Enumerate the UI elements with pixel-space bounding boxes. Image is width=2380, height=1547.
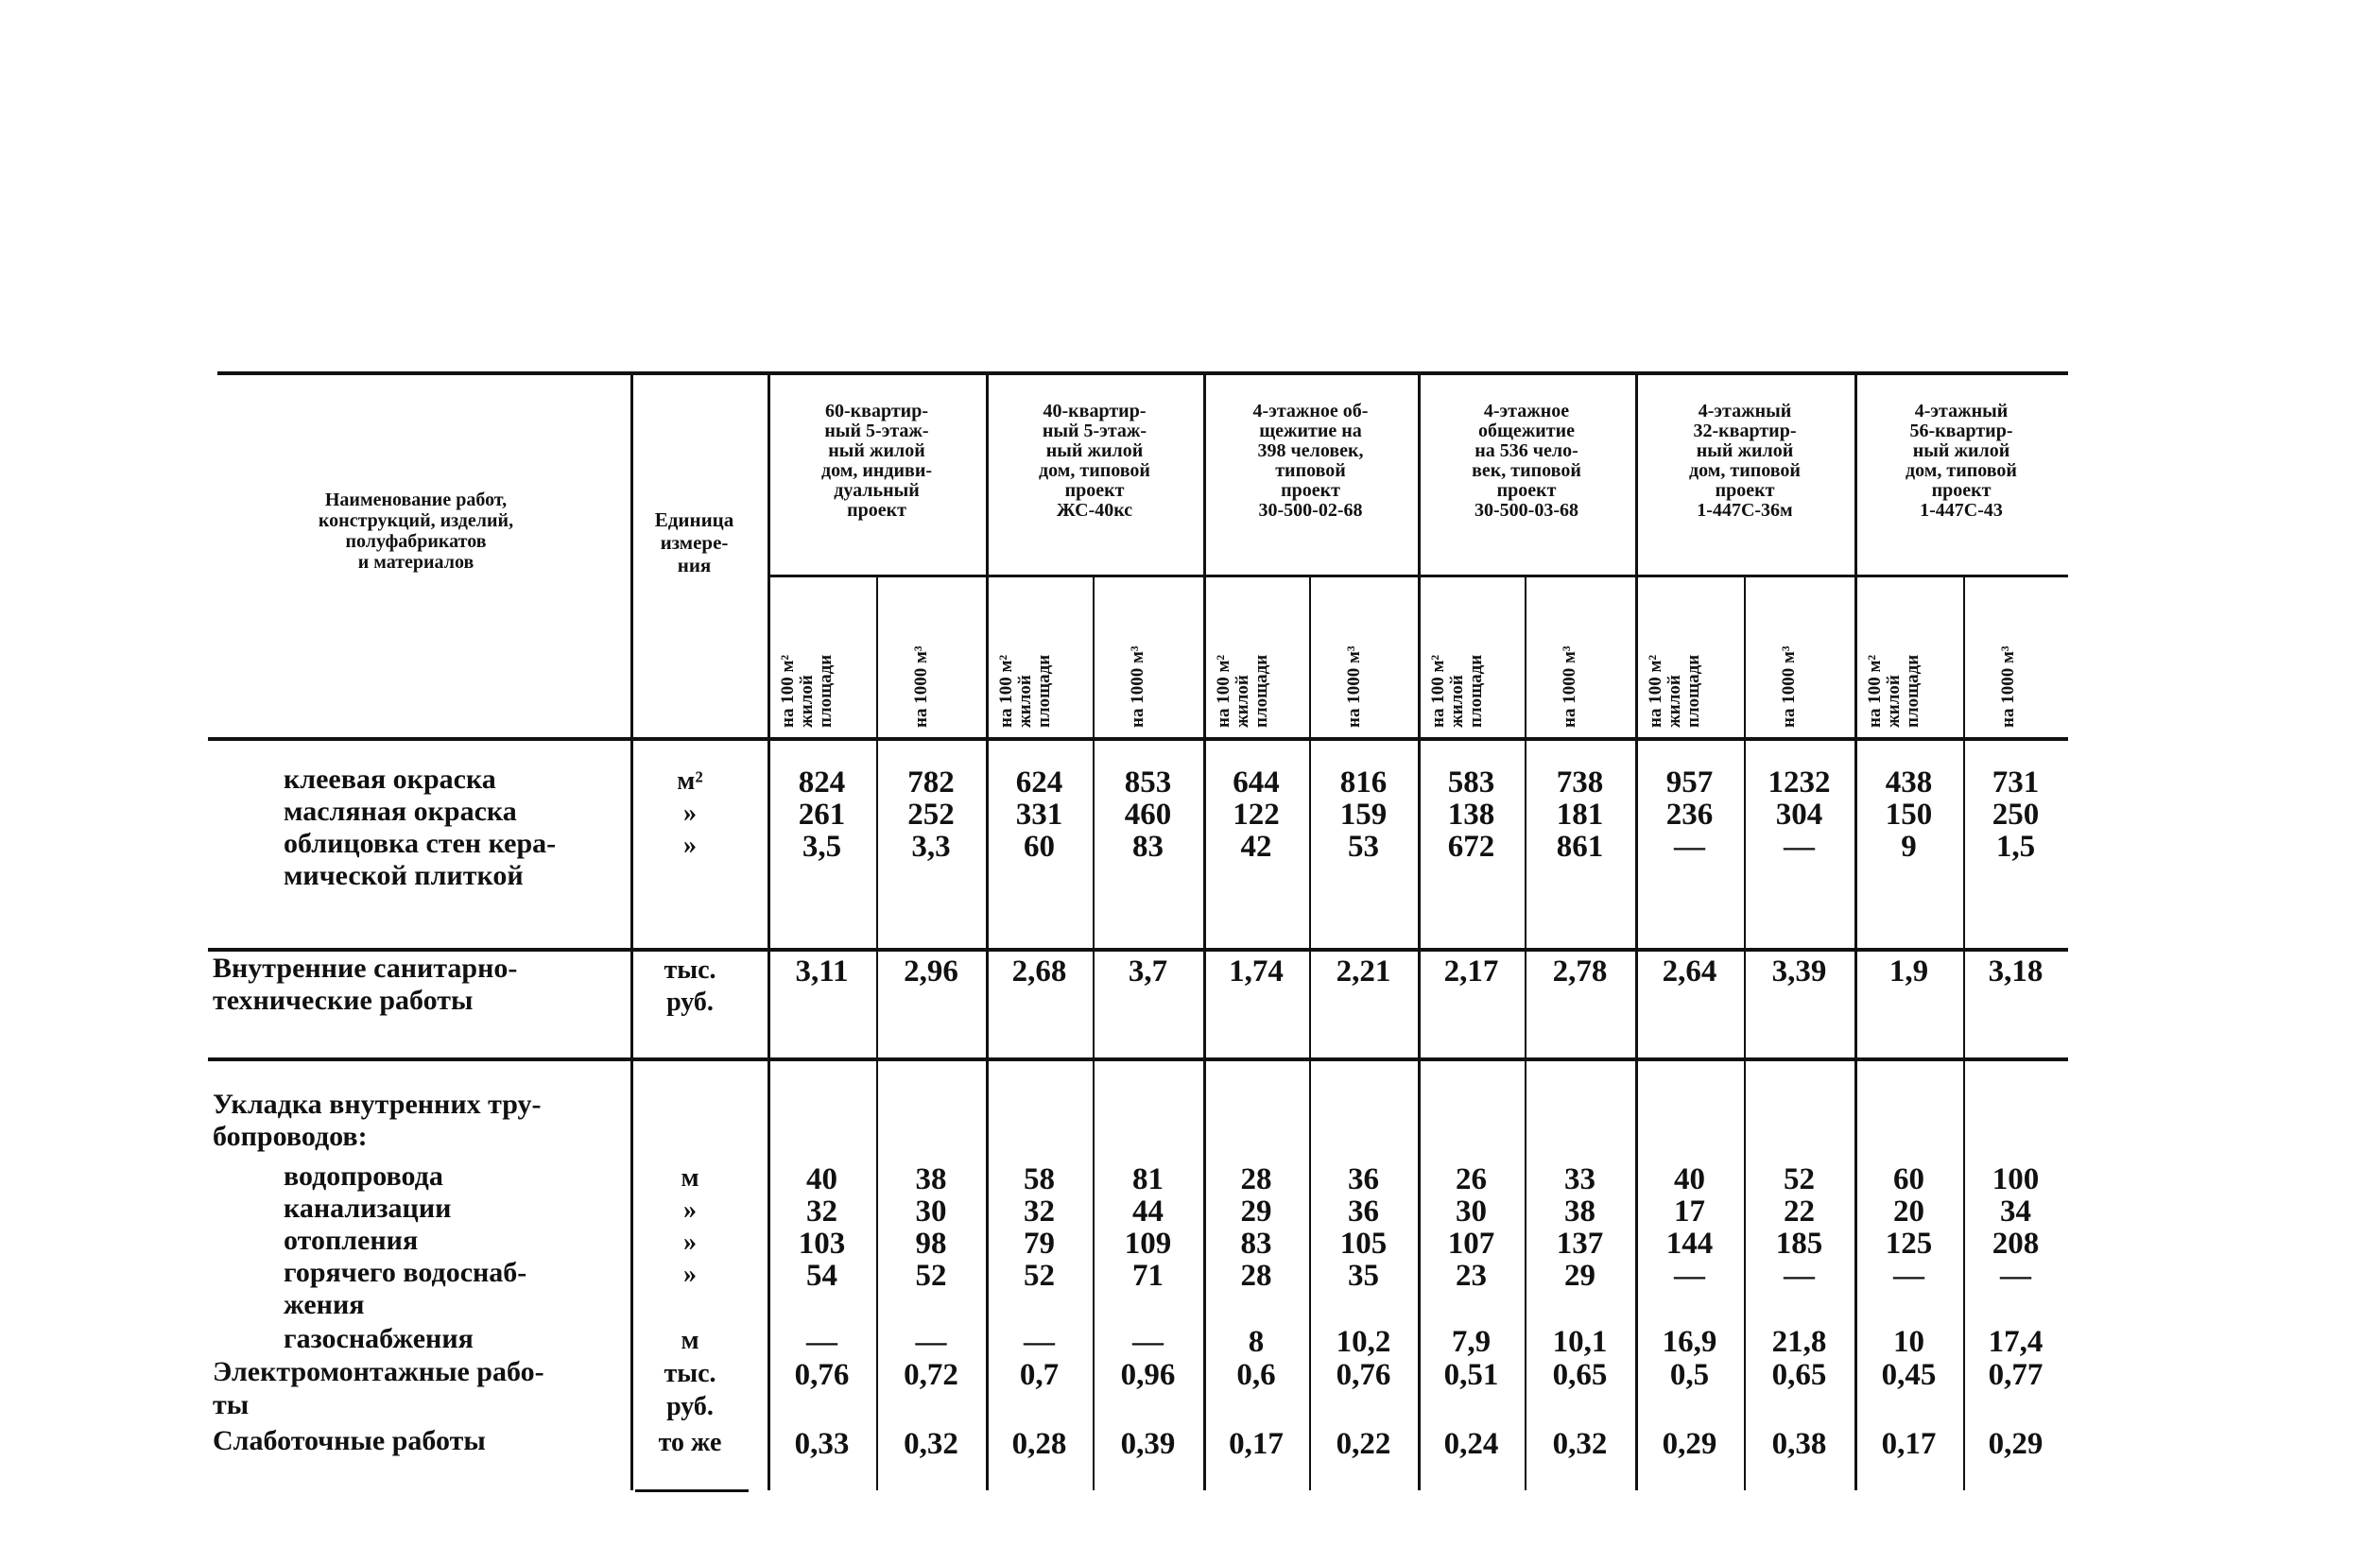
table-cell: —: [915, 1325, 947, 1359]
table-cell: 81: [1132, 1162, 1164, 1196]
table-cell: 10,1: [1552, 1325, 1608, 1359]
project-header: [1203, 402, 1418, 521]
subheader-line: на 100 м²: [1428, 654, 1448, 728]
table-cell: 32: [1024, 1195, 1055, 1229]
subheader-line: на 100 м²: [1865, 654, 1885, 728]
subheader-per-100: [1429, 572, 1486, 728]
table-cell: 816: [1339, 765, 1388, 799]
subheader-line: площади: [1034, 654, 1054, 728]
subheader-line: жилой: [1233, 675, 1252, 728]
row-unit: руб.: [666, 1392, 714, 1421]
table-cell: 52: [1784, 1162, 1815, 1196]
table-cell: 0,65: [1771, 1358, 1827, 1392]
subheader-line: площади: [1251, 654, 1271, 728]
table-cell: 107: [1447, 1227, 1495, 1261]
table-cell: 644: [1233, 765, 1280, 799]
table-cell: 16,9: [1662, 1325, 1717, 1359]
table-cell: 1,9: [1888, 954, 1929, 988]
section-rule: [208, 948, 2068, 952]
table-cell: 0,39: [1120, 1427, 1176, 1461]
table-cell: 98: [915, 1227, 947, 1261]
project-header-line: 398 человек,: [1257, 440, 1364, 461]
project-header-line: ный жилой: [1696, 440, 1794, 461]
table-cell: 38: [1564, 1195, 1595, 1229]
header-unit-line: ния: [677, 554, 712, 576]
table-cell: 100: [1992, 1162, 2040, 1196]
subheader-line: площади: [1466, 654, 1486, 728]
table-cell: 159: [1339, 798, 1388, 832]
table-cell: 22: [1784, 1195, 1815, 1229]
table-cell: 782: [907, 765, 955, 799]
table-cell: —: [1784, 830, 1815, 864]
row-unit: м²: [677, 766, 703, 796]
bottom-rule-fragment: [635, 1489, 749, 1492]
table-cell: 60: [1893, 1162, 1924, 1196]
table-cell: 0,17: [1229, 1427, 1284, 1461]
table-cell: 250: [1992, 798, 2040, 832]
project-header-line: 56-квартир-: [1909, 421, 2013, 441]
project-header-line: ный жилой: [828, 440, 925, 461]
row-label: ты: [213, 1389, 250, 1420]
row-unit: руб.: [666, 988, 714, 1017]
row-label: технические работы: [213, 985, 474, 1016]
project-header-line: типовой: [1275, 460, 1346, 481]
subheader-per-1000: на 1000 м³: [911, 645, 931, 728]
table-cell: 28: [1240, 1259, 1272, 1293]
project-header-line: проект: [1496, 480, 1557, 501]
table-cell: 105: [1339, 1227, 1388, 1261]
table-cell: 144: [1665, 1227, 1714, 1261]
subheader-line: на 100 м²: [1646, 654, 1665, 728]
table-cell: 3,18: [1988, 954, 2044, 988]
row-label: клеевая окраска: [284, 764, 496, 795]
table-cell: 40: [1674, 1162, 1705, 1196]
top-rule: [217, 371, 2068, 375]
project-header-line: проект: [1064, 480, 1125, 501]
subheader-per-1000: на 1000 м³: [1560, 645, 1579, 728]
table-cell: 42: [1240, 830, 1272, 864]
project-header-line: на 536 чело-: [1475, 440, 1578, 461]
project-header-line: 4-этажный: [1914, 401, 2009, 421]
project-header-line: век, типовой: [1472, 460, 1581, 481]
table-cell: 738: [1556, 765, 1604, 799]
subheader-per-100: [779, 572, 836, 728]
table-cell: 261: [798, 798, 846, 832]
table-cell: 23: [1456, 1259, 1487, 1293]
row-unit: тыс.: [664, 955, 716, 985]
table-cell: 21,8: [1771, 1325, 1827, 1359]
row-label: Внутренние санитарно-: [213, 953, 518, 984]
project-header-line: 1-447С-43: [1920, 500, 2003, 521]
row-unit: »: [683, 1195, 697, 1225]
project-header-line: проект: [1715, 480, 1775, 501]
table-cell: 672: [1447, 830, 1495, 864]
project-header-line: щежитие на: [1259, 421, 1362, 441]
table-cell: 0,17: [1881, 1427, 1937, 1461]
row-unit: м: [681, 1326, 699, 1355]
project-header: [986, 402, 1203, 521]
project-header-line: ный 5-этаж-: [1042, 421, 1147, 441]
table-cell: —: [1893, 1259, 1924, 1293]
table-cell: 54: [806, 1259, 837, 1293]
table-cell: 181: [1556, 798, 1604, 832]
project-column-divider: [1635, 375, 1638, 1490]
project-header-line: дуальный: [834, 480, 920, 501]
table-cell: 33: [1564, 1162, 1595, 1196]
project-header-line: 40-квартир-: [1043, 401, 1147, 421]
project-header-line: общежитие: [1477, 421, 1575, 441]
table-cell: 79: [1024, 1227, 1055, 1261]
row-unit: тыс.: [664, 1359, 716, 1388]
project-column-divider: [1418, 375, 1421, 1490]
row-label: Электромонтажные рабо-: [213, 1356, 544, 1387]
subheader-per-1000: на 1000 м³: [1779, 645, 1799, 728]
header-name-column: [208, 490, 624, 573]
project-header-line: 30-500-03-68: [1475, 500, 1578, 521]
table-cell: 957: [1665, 765, 1714, 799]
subheader-line: на 100 м²: [996, 654, 1016, 728]
table-cell: 460: [1124, 798, 1172, 832]
subheader-line: на 100 м²: [1214, 654, 1233, 728]
table-cell: 3,11: [795, 954, 849, 988]
subheader-line: площади: [816, 654, 836, 728]
project-header-line: 60-квартир-: [825, 401, 928, 421]
table-cell: 9: [1901, 830, 1917, 864]
table-cell: 0,29: [1662, 1427, 1717, 1461]
table-cell: 8: [1248, 1325, 1265, 1359]
row-label: облицовка стен кера-: [284, 828, 557, 859]
table-cell: 438: [1885, 765, 1933, 799]
project-column-divider: [1203, 375, 1206, 1490]
table-cell: 125: [1885, 1227, 1933, 1261]
header-name-line: Наименование работ,: [324, 490, 508, 510]
table-cell: 2,96: [904, 954, 958, 988]
table-cell: 0,29: [1988, 1427, 2044, 1461]
table-cell: 2,17: [1443, 954, 1499, 988]
subheader-line: площади: [1683, 654, 1703, 728]
table-cell: 0,45: [1881, 1358, 1937, 1392]
header-name-line: полуфабрикатов: [345, 531, 487, 552]
table-cell: —: [1132, 1325, 1164, 1359]
project-header-line: ЖС-40кс: [1056, 500, 1133, 521]
table-cell: 0,28: [1011, 1427, 1067, 1461]
table-cell: 29: [1564, 1259, 1595, 1293]
project-header: [1854, 402, 2068, 521]
project-column-divider: [767, 375, 770, 1490]
project-header-line: 32-квартир-: [1693, 421, 1797, 441]
subheader-per-1000: на 1000 м³: [1998, 645, 2018, 728]
table-cell: —: [2000, 1259, 2031, 1293]
table-cell: 28: [1240, 1162, 1272, 1196]
table-cell: 30: [915, 1195, 947, 1229]
header-name-line: конструкций, изделий,: [318, 510, 514, 531]
project-header-line: ный жилой: [1045, 440, 1144, 461]
table-cell: 10: [1893, 1325, 1924, 1359]
subheader-line: жилой: [1447, 675, 1467, 728]
table-cell: 122: [1233, 798, 1280, 832]
table-cell: 624: [1015, 765, 1063, 799]
row-label: горячего водоснаб-: [284, 1257, 527, 1288]
table-cell: 0,72: [904, 1358, 958, 1392]
project-header-line: дом, типовой: [1689, 460, 1801, 481]
table-cell: 52: [915, 1259, 947, 1293]
table-cell: 38: [915, 1162, 947, 1196]
row-label: Слаботочные работы: [213, 1425, 486, 1456]
project-header-line: проект: [1931, 480, 1992, 501]
project-column-divider: [986, 375, 989, 1490]
table-cell: 0,5: [1669, 1358, 1710, 1392]
table-cell: 60: [1024, 830, 1055, 864]
row-label: канализации: [284, 1193, 452, 1224]
subheader-line: жилой: [1884, 675, 1904, 728]
table-cell: 40: [806, 1162, 837, 1196]
table-cell: —: [1784, 1259, 1815, 1293]
row-label: жения: [284, 1289, 365, 1320]
subheader-line: жилой: [1015, 675, 1035, 728]
subheader-line: на 100 м²: [778, 654, 798, 728]
table-cell: 36: [1348, 1195, 1379, 1229]
row-unit: м: [681, 1163, 699, 1193]
table-cell: 185: [1775, 1227, 1823, 1261]
table-cell: 150: [1885, 798, 1933, 832]
subheader-line: площади: [1903, 654, 1923, 728]
row-unit: »: [683, 831, 697, 860]
table-cell: 0,32: [904, 1427, 958, 1461]
table-cell: 252: [907, 798, 955, 832]
table-cell: 34: [2000, 1195, 2031, 1229]
table-cell: 2,21: [1336, 954, 1391, 988]
table-cell: 0,96: [1120, 1358, 1176, 1392]
table-cell: 17: [1674, 1195, 1705, 1229]
row-label: отопления: [284, 1225, 419, 1256]
table-cell: 583: [1447, 765, 1495, 799]
row-label: бопроводов:: [213, 1121, 368, 1152]
section-rule: [208, 1057, 2068, 1061]
table-cell: 29: [1240, 1195, 1272, 1229]
row-label: Укладка внутренних тру-: [213, 1089, 542, 1120]
table-cell: 137: [1556, 1227, 1604, 1261]
table-cell: 3,39: [1771, 954, 1827, 988]
table-cell: 0,77: [1988, 1358, 2044, 1392]
subheader-per-100: [997, 572, 1054, 728]
table-cell: 3,7: [1128, 954, 1168, 988]
subheader-per-100: [1866, 572, 1923, 728]
table-cell: 58: [1024, 1162, 1055, 1196]
subheader-per-100: [1647, 572, 1703, 728]
table-cell: 53: [1348, 830, 1379, 864]
name-column-divider: [630, 375, 633, 1490]
project-header-line: дом, типовой: [1906, 460, 2017, 481]
table-cell: —: [806, 1325, 837, 1359]
table-cell: 2,78: [1552, 954, 1608, 988]
table-cell: 0,65: [1552, 1358, 1608, 1392]
table-cell: 109: [1124, 1227, 1172, 1261]
header-bottom-rule: [208, 737, 2068, 741]
table-cell: 1,5: [1995, 830, 2036, 864]
table-cell: 0,76: [1336, 1358, 1391, 1392]
table-cell: 0,76: [794, 1358, 850, 1392]
table-cell: 853: [1124, 765, 1172, 799]
project-header-line: 30-500-02-68: [1258, 500, 1363, 521]
table-cell: 35: [1348, 1259, 1379, 1293]
subheader-per-100: [1215, 572, 1271, 728]
table-cell: 3,3: [911, 830, 951, 864]
subheader-per-1000: на 1000 м³: [1128, 645, 1147, 728]
subheader-line: жилой: [1664, 675, 1684, 728]
table-cell: 2,64: [1662, 954, 1717, 988]
table-cell: 0,7: [1019, 1358, 1060, 1392]
table-cell: 331: [1015, 798, 1063, 832]
project-header: [1418, 402, 1635, 521]
table-cell: 0,33: [794, 1427, 850, 1461]
table-cell: 7,9: [1451, 1325, 1492, 1359]
table-cell: 0,51: [1443, 1358, 1499, 1392]
table-cell: 30: [1456, 1195, 1487, 1229]
table-cell: 731: [1992, 765, 2040, 799]
table-cell: 0,32: [1552, 1427, 1608, 1461]
table-cell: 71: [1132, 1259, 1164, 1293]
row-label: масляная окраска: [284, 796, 517, 827]
table-cell: 26: [1456, 1162, 1487, 1196]
table-cell: 861: [1556, 830, 1604, 864]
table-cell: 36: [1348, 1162, 1379, 1196]
subheader-line: жилой: [797, 675, 817, 728]
header-unit-line: измере-: [660, 531, 729, 554]
table-cell: 103: [798, 1227, 846, 1261]
table-cell: 0,24: [1443, 1427, 1499, 1461]
project-header: [1635, 402, 1854, 521]
table-cell: 83: [1240, 1227, 1272, 1261]
header-name-line: и материалов: [357, 552, 474, 573]
project-header-line: ный жилой: [1912, 440, 2010, 461]
row-unit: »: [683, 1228, 697, 1257]
table-cell: —: [1024, 1325, 1055, 1359]
project-header-line: проект: [1281, 480, 1340, 501]
table-cell: 0,6: [1236, 1358, 1276, 1392]
row-unit: »: [683, 1260, 697, 1289]
project-header-line: 4-этажное: [1483, 401, 1570, 421]
table-cell: 236: [1665, 798, 1714, 832]
table-cell: 52: [1024, 1259, 1055, 1293]
table-cell: 304: [1775, 798, 1823, 832]
table-cell: 208: [1992, 1227, 2040, 1261]
subheader-per-1000: на 1000 м³: [1344, 645, 1364, 728]
table-cell: 824: [798, 765, 846, 799]
table-cell: —: [1674, 1259, 1705, 1293]
project-header-line: 4-этажный: [1698, 401, 1792, 421]
table-cell: 0,22: [1336, 1427, 1391, 1461]
project-header-line: проект: [847, 500, 906, 521]
project-header-line: 4-этажное об-: [1252, 401, 1369, 421]
header-unit-line: Единица: [654, 508, 734, 531]
row-label: мической плиткой: [284, 860, 524, 891]
table-cell: 32: [806, 1195, 837, 1229]
row-label: газоснабжения: [284, 1323, 474, 1354]
table-cell: —: [1674, 830, 1705, 864]
table-cell: 44: [1132, 1195, 1164, 1229]
table-cell: 20: [1893, 1195, 1924, 1229]
project-header: [767, 402, 986, 521]
project-header-line: ный 5-этаж-: [824, 421, 929, 441]
table-cell: 83: [1132, 830, 1164, 864]
table-cell: 10,2: [1336, 1325, 1391, 1359]
document-table: [208, 371, 2068, 1496]
project-header-line: 1-447С-36м: [1697, 500, 1793, 521]
table-cell: 0,38: [1771, 1427, 1827, 1461]
table-cell: 1232: [1768, 765, 1831, 799]
row-unit: то же: [658, 1428, 722, 1457]
row-unit: »: [683, 799, 697, 828]
table-cell: 138: [1447, 798, 1495, 832]
header-unit-column: [635, 508, 753, 576]
row-label: водопровода: [284, 1160, 443, 1192]
project-header-line: дом, индиви-: [820, 460, 933, 481]
table-cell: 2,68: [1011, 954, 1067, 988]
table-cell: 17,4: [1988, 1325, 2044, 1359]
table-cell: 3,5: [802, 830, 842, 864]
project-header-line: дом, типовой: [1039, 460, 1150, 481]
table-cell: 1,74: [1229, 954, 1284, 988]
project-column-divider: [1854, 375, 1857, 1490]
